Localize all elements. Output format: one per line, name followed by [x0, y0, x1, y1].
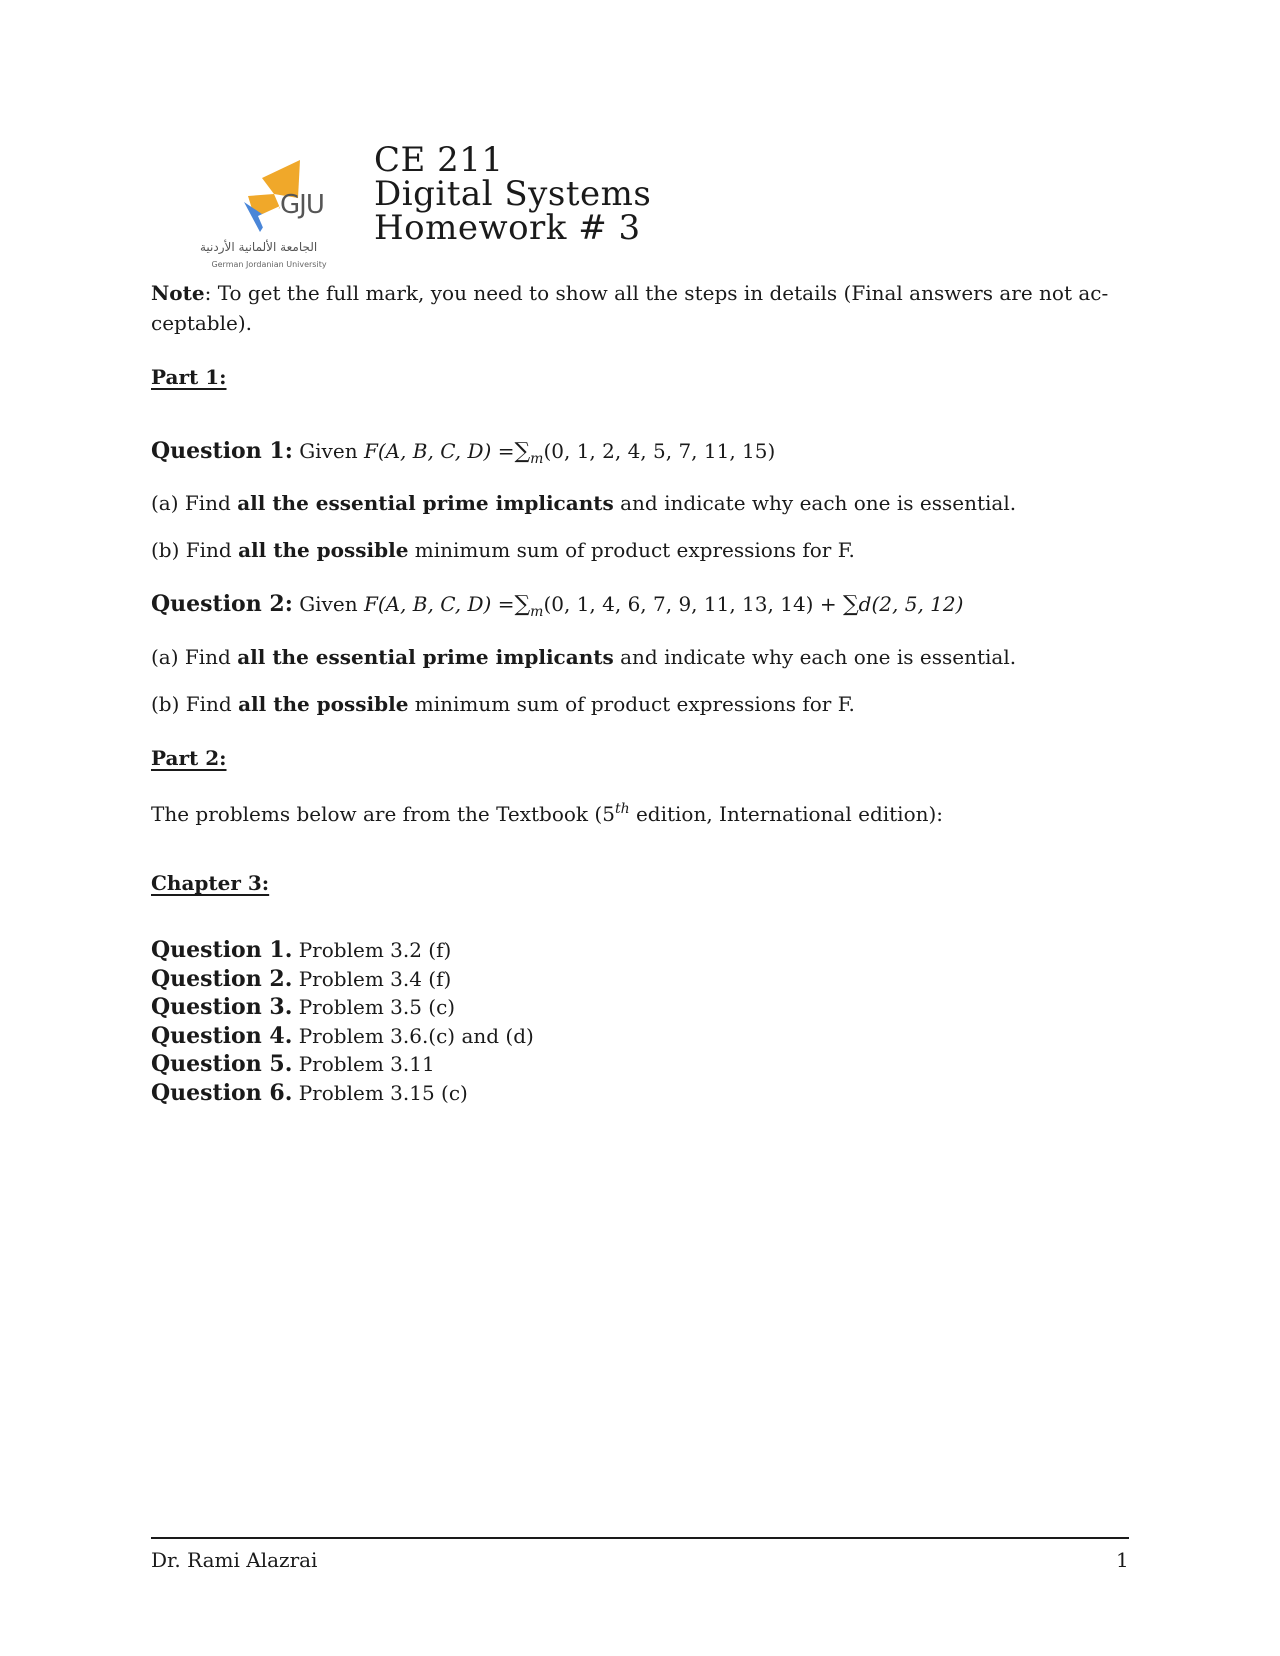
question-2-sum-symbol: ∑: [514, 592, 531, 617]
question-1-b-prefix: (b) Find: [151, 538, 232, 562]
list-item-problem: Problem 3.11: [298, 1052, 435, 1077]
list-item: [151, 1022, 534, 1051]
part2-intro-after: edition, International edition):: [629, 802, 944, 826]
question-2-subscript: m: [530, 604, 544, 620]
list-item-label: Question 5.: [151, 1051, 293, 1078]
question-1-part-a: [151, 488, 1016, 518]
list-item: [151, 1050, 534, 1079]
question-1-a-bold: all the essential prime implicants: [237, 491, 614, 515]
question-1-given: Given: [299, 439, 358, 463]
question-1-subscript: m: [530, 451, 544, 467]
part1-heading: Part 1:: [151, 365, 227, 389]
footer-author: Dr. Rami Alazrai: [151, 1548, 318, 1572]
question-2-part-b: [151, 689, 855, 719]
list-item-label: Question 2.: [151, 965, 293, 992]
gju-logo: [200, 156, 336, 280]
question-2-given: Given: [299, 592, 358, 616]
note-label: Note: [151, 281, 205, 305]
question-2-dontcare-sum-symbol: ∑: [842, 592, 859, 617]
question-2-function: F(A, B, C, D) =: [363, 592, 515, 616]
list-item-label: Question 6.: [151, 1079, 293, 1106]
list-item: [151, 993, 534, 1022]
question-1-part-b: [151, 535, 855, 565]
logo-english-name: German Jordanian University: [211, 260, 327, 269]
part2-intro-superscript: th: [614, 801, 630, 817]
footer-rule: [151, 1537, 1129, 1539]
question-2-a-prefix: (a) Find: [151, 645, 231, 669]
note-text-line1: : To get the full mark, you need to show all the steps in details (Final answers are not ac-: [204, 281, 1109, 305]
question-1: [151, 436, 775, 469]
question-2-label: Question 2:: [151, 591, 293, 617]
logo-arabic-name: الجامعة الألمانية الأردنية: [200, 240, 318, 254]
question-2-a-suffix: and indicate why each one is essential.: [620, 645, 1017, 669]
question-1-minterms: (0, 1, 2, 4, 5, 7, 11, 15): [543, 439, 776, 463]
page-number: 1: [1116, 1548, 1129, 1572]
part2-heading: Part 2:: [151, 746, 227, 770]
logo-letters: GJU: [280, 190, 324, 220]
list-item-label: Question 1.: [151, 937, 293, 963]
chapter3-list: [151, 936, 534, 1108]
list-item: [151, 965, 534, 994]
list-item-problem: Problem 3.4 (f): [298, 966, 452, 991]
part2-intro-before: The problems below are from the Textbook (5: [151, 802, 615, 826]
list-item-problem: Problem 3.15 (c): [298, 1080, 468, 1105]
question-2-a-bold: all the essential prime implicants: [237, 645, 614, 669]
homework-title: Homework # 3: [374, 208, 641, 248]
question-1-a-prefix: (a) Find: [151, 491, 231, 515]
question-1-label: Question 1:: [151, 438, 293, 464]
list-item: [151, 936, 534, 965]
question-1-function: F(A, B, C, D) =: [363, 439, 515, 463]
list-item-label: Question 4.: [151, 1022, 293, 1049]
question-2-dontcares: d(2, 5, 12): [858, 592, 964, 616]
list-item-problem: Problem 3.2 (f): [298, 938, 452, 962]
question-2: [151, 589, 963, 622]
list-item-problem: Problem 3.6.(c) and (d): [298, 1023, 534, 1048]
question-1-b-suffix: minimum sum of product expressions for F.: [414, 538, 855, 562]
question-1-a-suffix: and indicate why each one is essential.: [620, 491, 1017, 515]
question-2-b-prefix: (b) Find: [151, 692, 232, 716]
question-1-b-bold: all the possible: [238, 538, 409, 562]
question-2-minterms: (0, 1, 4, 6, 7, 9, 11, 13, 14) +: [543, 592, 837, 616]
chapter3-heading: Chapter 3:: [151, 871, 270, 895]
part2-intro: [151, 799, 943, 832]
question-2-b-bold: all the possible: [238, 692, 409, 716]
question-2-b-suffix: minimum sum of product expressions for F.: [414, 692, 855, 716]
course-name: Digital Systems: [374, 174, 652, 214]
list-item-label: Question 3.: [151, 994, 293, 1021]
course-code: CE 211: [374, 140, 504, 180]
question-2-part-a: [151, 642, 1016, 672]
list-item-problem: Problem 3.5 (c): [298, 995, 456, 1020]
list-item: [151, 1079, 534, 1108]
question-1-sum-symbol: ∑: [514, 439, 531, 464]
note-paragraph: [151, 278, 1131, 338]
note-text-line2: ceptable).: [151, 311, 252, 335]
